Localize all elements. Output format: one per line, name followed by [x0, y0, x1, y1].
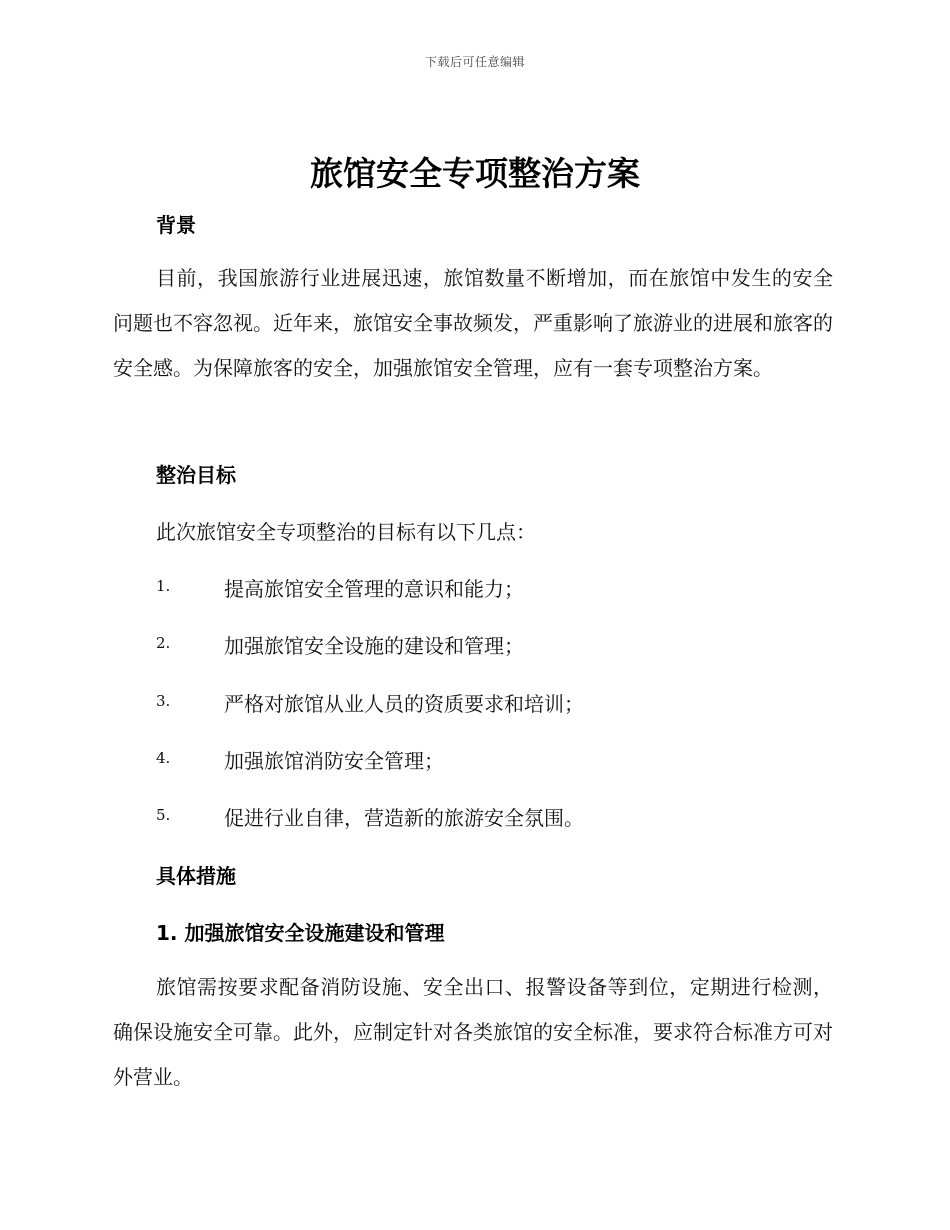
list-number: 1. [156, 577, 171, 595]
header-note: 下载后可任意编辑 [424, 55, 525, 69]
list-item [156, 745, 856, 775]
list-text: 加强旅馆消防安全管理； [224, 749, 444, 773]
list-item [156, 802, 856, 832]
list-number: 2. [156, 634, 171, 652]
list-text: 加强旅馆安全设施的建设和管理； [224, 634, 524, 658]
list-item [156, 688, 856, 718]
document-title: 旅馆安全专项整治方案 [310, 154, 640, 193]
heading-goals: 整治目标 [156, 463, 236, 487]
goals-intro: 此次旅馆安全专项整治的目标有以下几点： [156, 520, 536, 544]
list-text: 提高旅馆安全管理的意识和能力； [224, 577, 524, 601]
paragraph-background: 目前，我国旅游行业进展迅速，旅馆数量不断增加，而在旅馆中发生的安全问题也不容忽视。近年来，旅馆安全事故频发，严重影响了旅游业的进展和旅客的安全感。为保障旅客的安全，加强旅馆安全管理，应有一套专项整治方案。 [113, 266, 833, 380]
heading-measures: 具体措施 [156, 864, 236, 888]
list-text: 促进行业自律，营造新的旅游安全氛围。 [224, 806, 584, 830]
list-number: 4. [156, 749, 171, 767]
list-number: 5. [156, 806, 171, 824]
list-item [156, 630, 856, 660]
subheading-measure-1: 1. 加强旅馆安全设施建设和管理 [156, 921, 445, 945]
heading-background: 背景 [156, 213, 196, 237]
list-text: 严格对旅馆从业人员的资质要求和培训； [224, 692, 584, 716]
list-item [156, 573, 856, 603]
list-number: 3. [156, 692, 171, 710]
paragraph-measure-1: 旅馆需按要求配备消防设施、安全出口、报警设备等到位，定期进行检测，确保设施安全可靠。此外，应制定针对各类旅馆的安全标准，要求符合标准方可对外营业。 [113, 975, 833, 1089]
